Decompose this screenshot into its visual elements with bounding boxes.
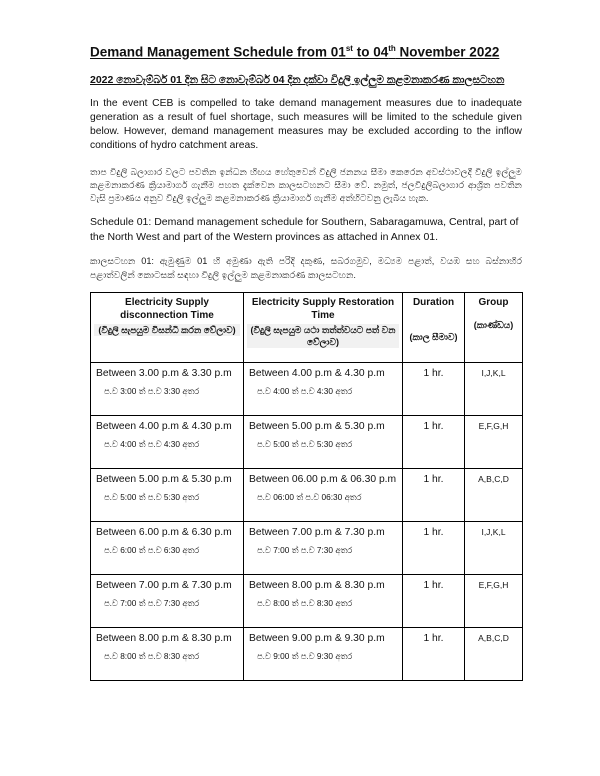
- disconnection-time-sinhala: ප.ව 4:00 ත් ප.ව 4:30 අතර: [104, 438, 200, 449]
- duration-value: 1 hr.: [423, 526, 444, 538]
- duration-cell: [403, 521, 465, 574]
- disconnection-time-english: Between 7.00 p.m & 7.30 p.m: [96, 579, 232, 591]
- group-value: I,J,K,L: [481, 367, 506, 378]
- disconnection-time-cell: [91, 521, 244, 574]
- restoration-time-english: Between 4.00 p.m & 4.30 p.m: [249, 367, 385, 379]
- disconnection-time-english: Between 6.00 p.m & 6.30 p.m: [96, 526, 232, 538]
- restoration-time-sinhala: ප.ව 5:00 ත් ප.ව 5:30 අතර: [257, 438, 353, 449]
- document-title: Demand Management Schedule from 01st to 04th November 2022: [90, 44, 500, 60]
- restoration-time-cell: [244, 574, 403, 627]
- restoration-time-english: Between 7.00 p.m & 7.30 p.m: [249, 526, 385, 538]
- schedule-description-sinhala: කාලසටහන 01: ඇමුණුම 01 හි අමුණා ඇති පරිදි දකුණ, සබරගමුව, මධ්‍යම පළාත්, වයඹ සහ බස්නාහිර පළාත්වලින් කොටසක් සඳහා විදුලි ඉල්ලුම කළමනාකරණ කාලසටහන.: [90, 256, 522, 280]
- schedule-description-english: Schedule 01: Demand management schedule for Southern, Sabaragamuwa, Central, part of the North West and part of the Western provinces as attached in Annex 01.: [90, 216, 519, 244]
- disconnection-time-sinhala: ප.ව 3:00 ත් ප.ව 3:30 අතර: [104, 385, 200, 396]
- restoration-time-sinhala: ප.ව 06:00 ත් ප.ව 06:30 අතර: [257, 491, 362, 502]
- header-restoration-time: Electricity Supply Restoration Time (විදුලි සැපයුම යථා තත්ත්වයට පත් වන වේලාව): [244, 292, 403, 362]
- group-cell: [465, 362, 523, 415]
- group-cell: [465, 468, 523, 521]
- disconnection-time-sinhala: ප.ව 6:00 ත් ප.ව 6:30 අතර: [104, 544, 200, 555]
- restoration-time-english: Between 5.00 p.m & 5.30 p.m: [249, 420, 385, 432]
- duration-cell: [403, 468, 465, 521]
- duration-cell: [403, 415, 465, 468]
- group-cell: [465, 627, 523, 680]
- group-value: E,F,G,H: [478, 420, 509, 431]
- restoration-time-cell: [244, 521, 403, 574]
- restoration-time-english: Between 06.00 p.m & 06.30 p.m: [249, 473, 397, 485]
- sinhala-title: 2022 නොවැම්බර් 01 දින සිට නොවැම්බර් 04 දින දක්වා විදුලි ඉල්ලුම කළමනාකරණ කාලසටහන: [90, 73, 505, 86]
- table-header-row: [91, 292, 523, 362]
- duration-value: 1 hr.: [423, 473, 444, 485]
- schedule-table: [90, 292, 523, 681]
- group-cell: [465, 521, 523, 574]
- table-row: [91, 574, 523, 627]
- restoration-time-cell: [244, 627, 403, 680]
- disconnection-time-english: Between 3.00 p.m & 3.30 p.m: [96, 367, 232, 379]
- header-duration: Duration (කාල සීමාව): [403, 292, 465, 362]
- duration-value: 1 hr.: [423, 579, 444, 591]
- duration-cell: [403, 362, 465, 415]
- disconnection-time-cell: [91, 362, 244, 415]
- header-group: Group (කාණ්ඩය): [465, 292, 523, 362]
- header-disconnection-time: Electricity Supply disconnection Time (විදුලි සැපයුම විසන්ධි කරන වේලාව): [91, 292, 244, 362]
- group-value: A,B,C,D: [478, 632, 509, 643]
- group-value: E,F,G,H: [478, 579, 509, 590]
- intro-paragraph-english: In the event CEB is compelled to take demand management measures due to inadequate generation as a result of fuel shortage, such measures will be limited to the schedule given below. However, demand management measures may be excluded according to the inflow conditions of hydro catchment areas.: [90, 97, 522, 152]
- table-row: [91, 362, 523, 415]
- disconnection-time-english: Between 5.00 p.m & 5.30 p.m: [96, 473, 232, 485]
- restoration-time-cell: [244, 362, 403, 415]
- duration-value: 1 hr.: [423, 420, 444, 432]
- intro-paragraph-sinhala: තාප විදුලි බලාගාර වලට පවතින ඉන්ධන හිඟය හේතුවෙන් විදුලි ජනනය සීමා කෙරෙන අවස්ථාවලදී විදුලි ඉල්ලුම කළමනාකරණ ක්‍රියාමාර්ග ගැනීම පහත දැක්වෙන කාලසටහනට සීමා වේ. නමුත්, ජලවිදුලිබලාගාර ආශ්‍රිත පවතින වැසි ප්‍රමාණය අනුව විදුලි ඉල්ලුම කළමනාකරණ ක්‍රියාමාර්ග ගැනීම අත්හිටවනු ලැබිය හැක.: [90, 166, 522, 204]
- duration-value: 1 hr.: [423, 367, 444, 379]
- table-row: [91, 521, 523, 574]
- group-value: A,B,C,D: [478, 473, 509, 484]
- duration-cell: [403, 574, 465, 627]
- restoration-time-cell: [244, 415, 403, 468]
- group-value: I,J,K,L: [481, 526, 506, 537]
- table-row: [91, 415, 523, 468]
- restoration-time-sinhala: ප.ව 7:00 ත් ප.ව 7:30 අතර: [257, 544, 353, 555]
- restoration-time-english: Between 9.00 p.m & 9.30 p.m: [249, 632, 385, 644]
- duration-value: 1 hr.: [423, 632, 444, 644]
- disconnection-time-sinhala: ප.ව 7:00 ත් ප.ව 7:30 අතර: [104, 597, 200, 608]
- duration-cell: [403, 627, 465, 680]
- disconnection-time-sinhala: ප.ව 5:00 ත් ප.ව 5:30 අතර: [104, 491, 200, 502]
- table-row: [91, 627, 523, 680]
- disconnection-time-cell: [91, 627, 244, 680]
- disconnection-time-english: Between 8.00 p.m & 8.30 p.m: [96, 632, 232, 644]
- disconnection-time-cell: [91, 415, 244, 468]
- restoration-time-english: Between 8.00 p.m & 8.30 p.m: [249, 579, 385, 591]
- disconnection-time-english: Between 4.00 p.m & 4.30 p.m: [96, 420, 232, 432]
- group-cell: [465, 574, 523, 627]
- disconnection-time-cell: [91, 468, 244, 521]
- group-cell: [465, 415, 523, 468]
- restoration-time-sinhala: ප.ව 9:00 ත් ප.ව 9:30 අතර: [257, 650, 353, 661]
- disconnection-time-sinhala: ප.ව 8:00 ත් ප.ව 8:30 අතර: [104, 650, 200, 661]
- restoration-time-cell: [244, 468, 403, 521]
- restoration-time-sinhala: ප.ව 8:00 ත් ප.ව 8:30 අතර: [257, 597, 353, 608]
- restoration-time-sinhala: ප.ව 4:00 ත් ප.ව 4:30 අතර: [257, 385, 353, 396]
- table-row: [91, 468, 523, 521]
- disconnection-time-cell: [91, 574, 244, 627]
- document-page: [90, 44, 522, 681]
